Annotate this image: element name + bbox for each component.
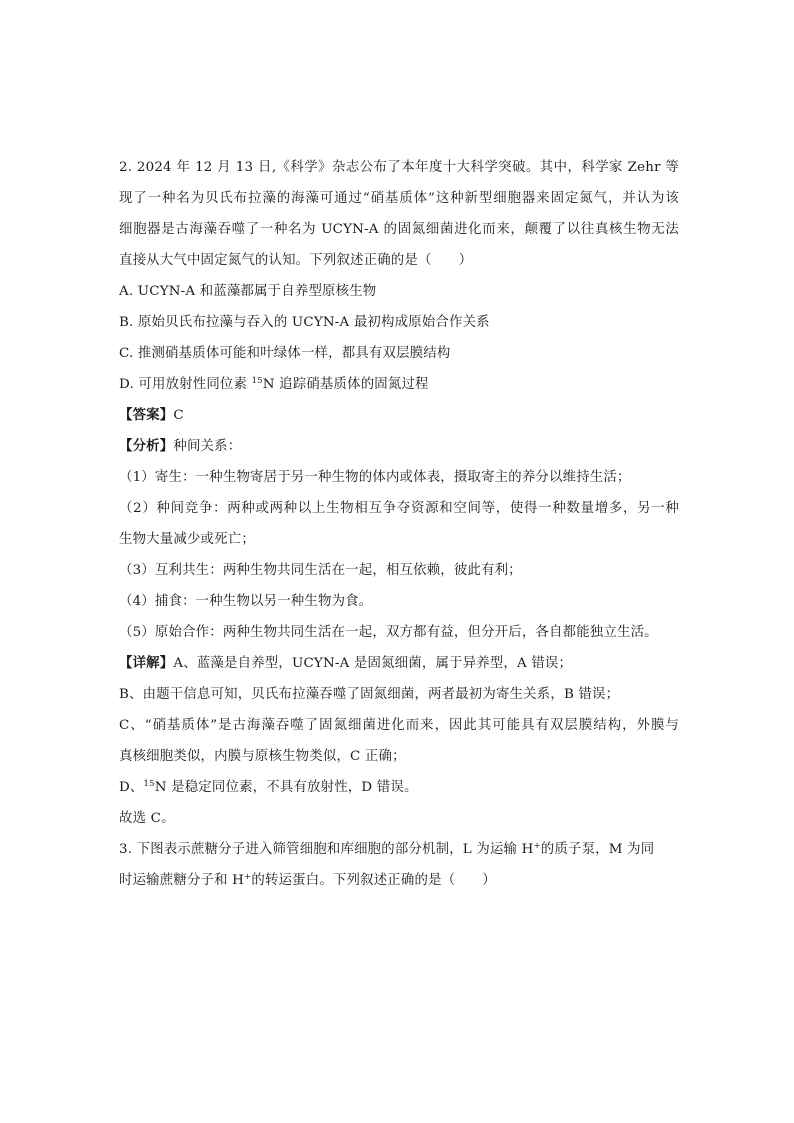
q2-stem-line-2: 现了一种名为贝氏布拉藻的海藻可通过“硝基质体”这种新型细胞器来固定氮气，并认为该	[119, 191, 679, 206]
q2-analysis	[119, 431, 679, 462]
analysis-label: 【分析】	[119, 438, 174, 454]
analysis-item-5: （5）原始合作：两种生物共同生活在一起，双方都有益，但分开后，各自都能独立生活。	[119, 625, 658, 640]
analysis-item-1: （1）寄生：一种生物寄居于另一种生物的体内或体表，摄取寄主的养分以维持生活；	[119, 470, 631, 485]
ion-charge: +	[533, 841, 541, 851]
question-content	[119, 152, 679, 896]
q2-stem-line-1: 2. 2024 年 12 月 13 日,《科学》杂志公布了本年度十大科学突破。其中，科学家 Zehr 等	[119, 160, 679, 175]
q2-option-a: A. UCYN-A 和蓝藻都属于自养型原核生物	[119, 284, 377, 299]
q3-stem-text-end: 的质子泵，M 为同	[540, 842, 655, 857]
q3-stem-text: 3. 下图表示蔗糖分子进入筛管细胞和库细胞的部分机制，L 为运输 H	[119, 842, 534, 857]
q2-answer	[119, 400, 679, 431]
q2-detail-b: B、由题干信息可知，贝氏布拉藻吞噬了固氮细菌，两者最初为寄生关系，B 错误；	[119, 687, 620, 702]
detail-a-text: A、蓝藻是自养型，UCYN-A 是固氮细菌，属于异养型，A 错误；	[173, 656, 573, 671]
ion-charge: +	[244, 872, 252, 882]
analysis-intro: 种间关系：	[173, 439, 242, 454]
analysis-item-3: （3）互利共生：两种生物共同生活在一起，相互依赖，彼此有利；	[119, 563, 522, 578]
isotope-mass-number: 15	[143, 779, 155, 789]
q3-stem-text: 时运输蔗糖分子和 H	[119, 873, 245, 888]
q2-option-b: B. 原始贝氏布拉藻与吞入的 UCYN-A 最初构成原始合作关系	[119, 315, 490, 330]
analysis-item-2: （2）种间竞争：两种或两种以上生物相互争夺资源和空间等，使得一种数量增多，另一种	[119, 501, 679, 516]
analysis-item-4: （4）捕食：一种生物以另一种生物为食。	[119, 594, 373, 609]
q3-stem-line-1	[119, 834, 679, 865]
q2-option-c: C. 推测硝基质体可能和叶绿体一样，都具有双层膜结构	[119, 346, 451, 361]
q2-conclusion: 故选 C。	[119, 811, 175, 826]
detail-d-prefix: D、	[119, 780, 144, 795]
q2-option-d-text: D. 可用放射性同位素	[119, 377, 252, 392]
answer-label: 【答案】	[119, 407, 174, 423]
analysis-item-2-cont: 生物大量减少或死亡；	[119, 532, 255, 547]
q3-stem-text-end: 的转运蛋白。下列叙述正确的是（ ）	[251, 873, 497, 888]
answer-value: C	[173, 408, 184, 423]
detail-label: 【详解】	[119, 655, 174, 671]
q2-option-d-text-end: N 追踪硝基质体的固氮过程	[262, 377, 429, 392]
q3-stem-line-2	[119, 865, 679, 896]
q2-detail-c-line-2: 真核细胞类似，内膜与原核生物类似，C 正确；	[119, 749, 406, 764]
q2-stem-line-4: 直接从大气中固定氮气的认知。下列叙述正确的是（ ）	[119, 253, 473, 268]
isotope-mass-number: 15	[251, 376, 263, 386]
q2-detail-d	[119, 772, 679, 803]
q2-detail-a	[119, 648, 679, 679]
detail-d-text: N 是稳定同位素，不具有放射性，D 错误。	[154, 780, 418, 795]
q2-option-d	[119, 369, 679, 400]
q2-detail-c-line-1: C、“硝基质体”是古海藻吞噬了固氮细菌进化而来，因此其可能具有双层膜结构，外膜与	[119, 718, 679, 733]
q2-stem-line-3: 细胞器是古海藻吞噬了一种名为 UCYN-A 的固氮细菌进化而来，颠覆了以往真核生物无法	[119, 222, 679, 237]
